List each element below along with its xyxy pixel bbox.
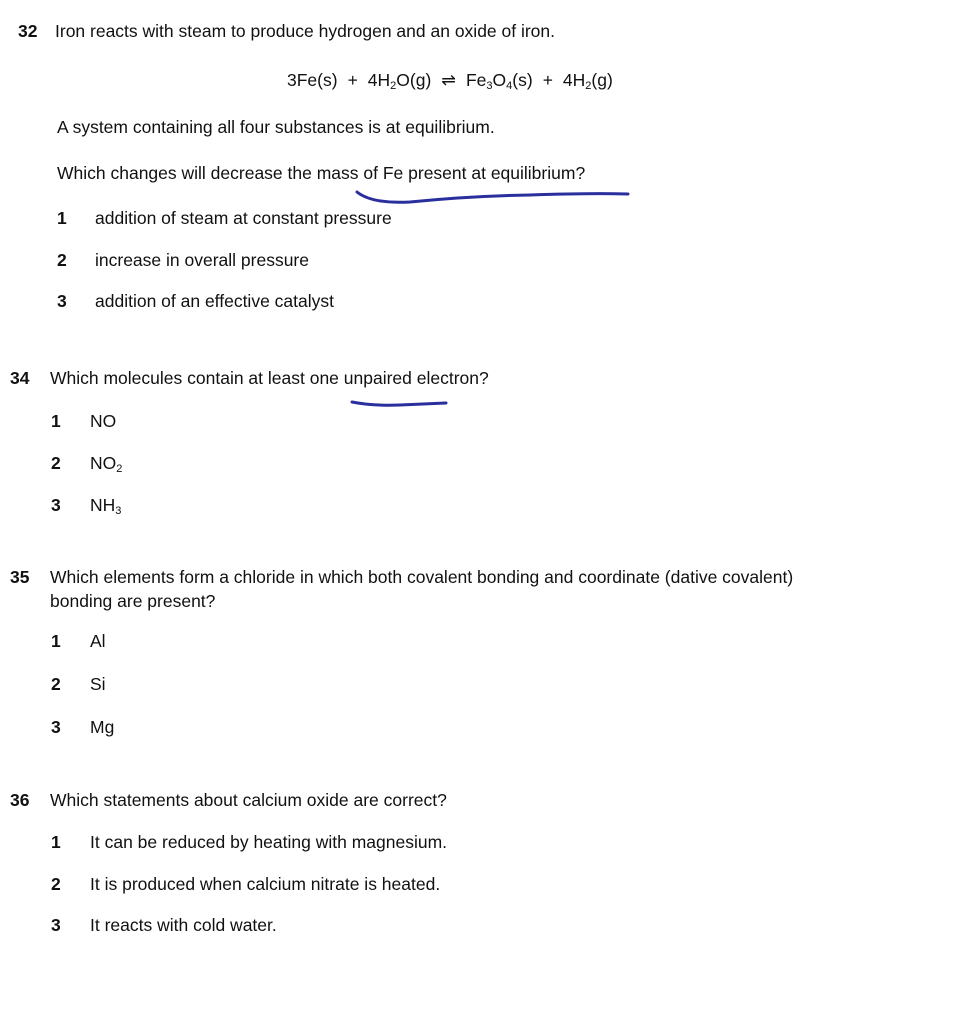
option-text: increase in overall pressure (95, 250, 309, 270)
subscript: 4 (506, 80, 513, 92)
equilibrium-arrow-icon: ⇌ (441, 70, 456, 90)
option-number: 3 (51, 915, 61, 935)
option-formula (90, 410, 116, 432)
option-number: 3 (57, 291, 67, 311)
equation-term: O(g) (396, 70, 432, 90)
equation-term: 3Fe(s) (287, 70, 338, 90)
formula-text: NO (90, 411, 117, 431)
plus-sign: + (542, 70, 553, 90)
equation-term: 4H (562, 70, 586, 90)
question-32-context: A system containing all four substances is at equilibrium. (57, 117, 495, 137)
question-34-text: Which molecules contain at least one unpaired electron? (50, 368, 489, 388)
option-number: 1 (51, 631, 61, 651)
formula-text: NH (90, 495, 116, 515)
option-number: 1 (51, 411, 61, 431)
option-text: Al (90, 631, 106, 651)
option-text: It can be reduced by heating with magnesium. (90, 832, 448, 852)
option-number: 2 (57, 250, 67, 270)
subscript: 2 (585, 80, 592, 92)
option-text: It is produced when calcium nitrate is heated. (90, 874, 441, 894)
option-formula (90, 452, 122, 474)
question-number-35: 35 (10, 567, 30, 587)
question-32-prompt: Which changes will decrease the mass of Fe present at equilibrium? (57, 163, 586, 183)
option-number: 2 (51, 453, 61, 473)
question-32-text: Iron reacts with steam to produce hydrogen and an oxide of iron. (55, 21, 556, 41)
question-35-text-line1: Which elements form a chloride in which both covalent bonding and coordinate (dative covalent) (50, 567, 794, 587)
equation-term: O (492, 70, 507, 90)
question-number-36: 36 (10, 790, 30, 810)
equation-term: (s) (512, 70, 533, 90)
option-number: 3 (51, 717, 61, 737)
option-text: addition of an effective catalyst (95, 291, 334, 311)
option-formula (90, 494, 121, 516)
option-number: 1 (51, 832, 61, 852)
handwritten-underline (357, 192, 628, 202)
equation-term: Fe (465, 70, 487, 90)
option-number: 1 (57, 208, 67, 228)
option-number: 2 (51, 674, 61, 694)
question-number-34: 34 (10, 368, 30, 388)
question-35-text-line2: bonding are present? (50, 591, 216, 611)
subscript: 2 (390, 80, 397, 92)
option-text: Mg (90, 717, 115, 737)
option-number: 2 (51, 874, 61, 894)
subscript: 3 (115, 505, 122, 517)
option-text: addition of steam at constant pressure (95, 208, 392, 228)
equation-term: 4H (367, 70, 391, 90)
formula-text: NO (90, 453, 117, 473)
question-36-text: Which statements about calcium oxide are correct? (50, 790, 447, 810)
chemical-equation (287, 69, 613, 91)
subscript: 2 (116, 463, 123, 475)
option-text: It reacts with cold water. (90, 915, 277, 935)
equation-term: (g) (591, 70, 613, 90)
subscript: 3 (486, 80, 493, 92)
option-text: Si (90, 674, 106, 694)
plus-sign: + (347, 70, 358, 90)
question-number-32: 32 (18, 21, 38, 41)
handwritten-underline (352, 402, 446, 405)
option-number: 3 (51, 495, 61, 515)
